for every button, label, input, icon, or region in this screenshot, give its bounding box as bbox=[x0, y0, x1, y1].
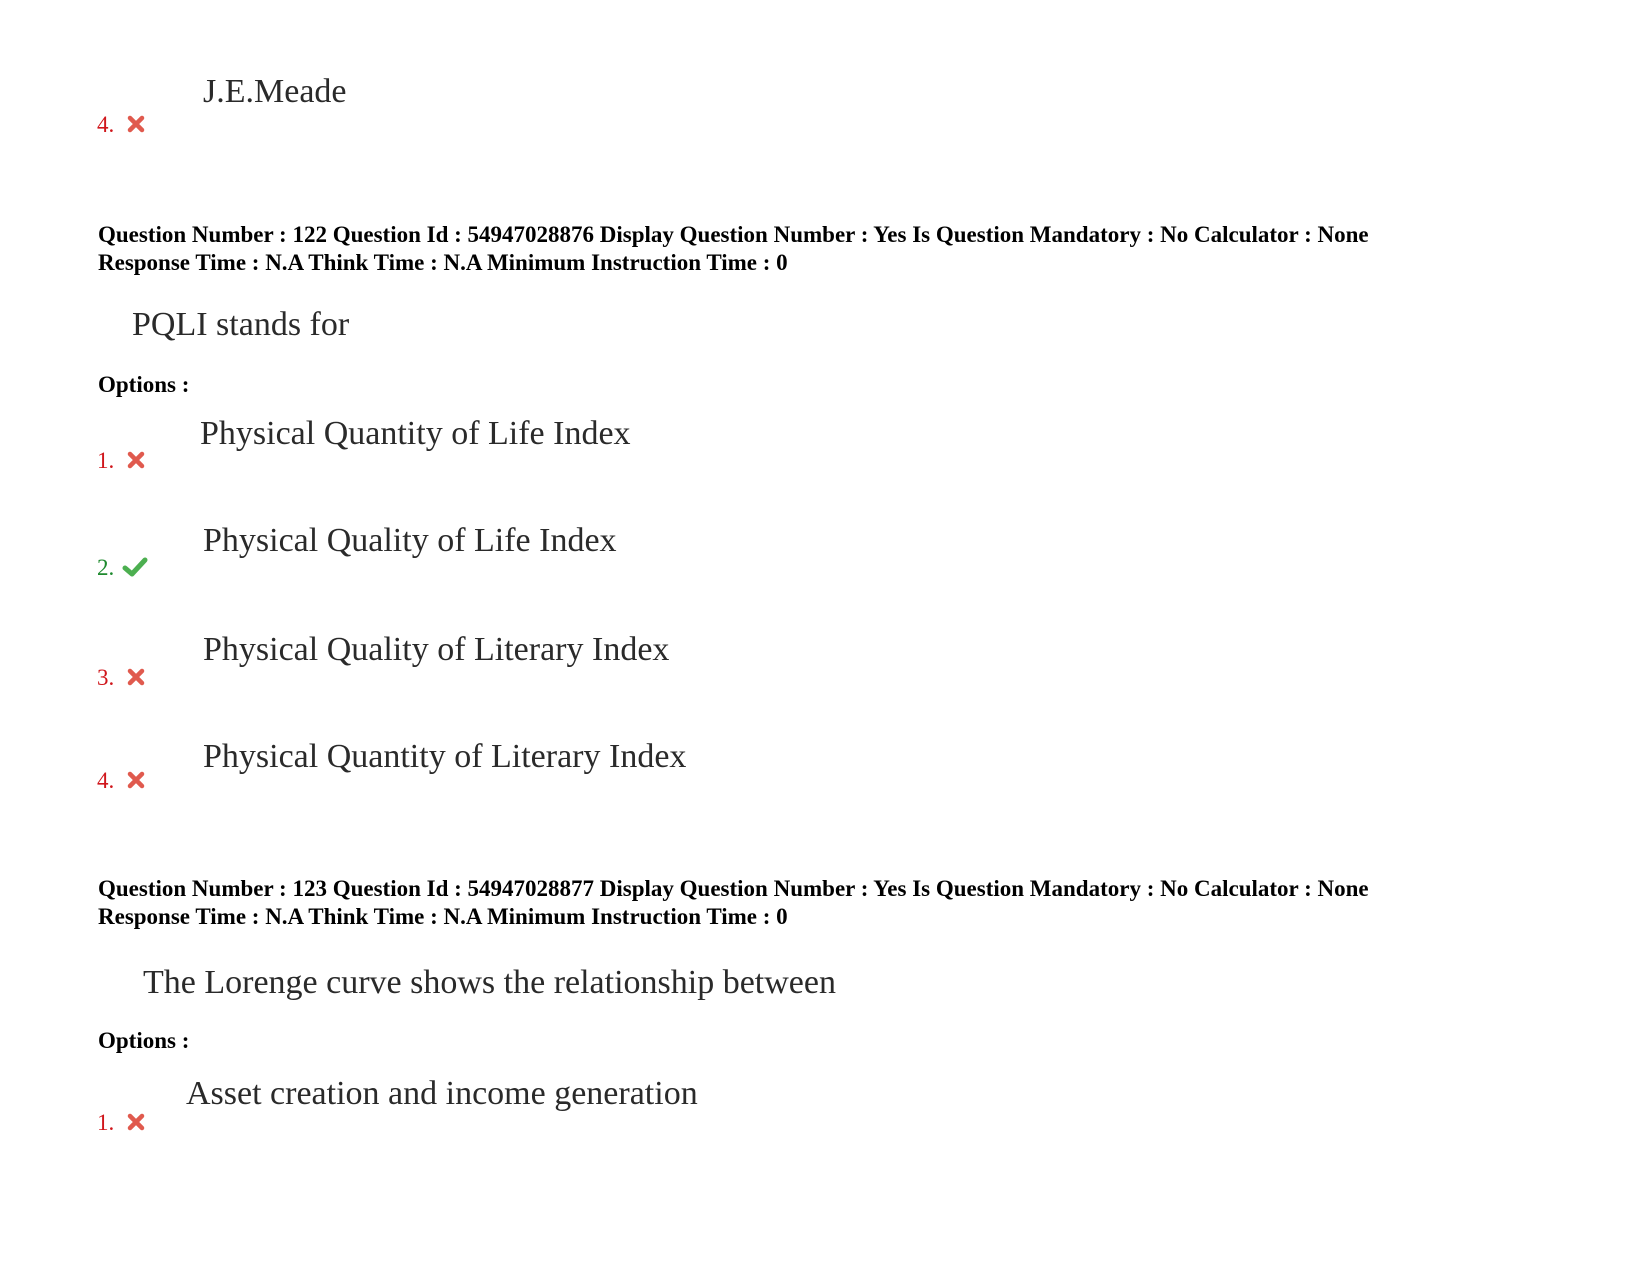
option-text: Physical Quality of Life Index bbox=[203, 522, 617, 559]
check-icon bbox=[122, 556, 148, 578]
cross-icon bbox=[126, 667, 146, 687]
question-meta-line2: Response Time : N.A Think Time : N.A Minimum Instruction Time : 0 bbox=[98, 904, 788, 929]
option-number: 1. bbox=[97, 1110, 115, 1135]
cross-icon bbox=[126, 1112, 146, 1132]
option-number: 1. bbox=[97, 448, 115, 473]
option-text: J.E.Meade bbox=[203, 73, 347, 110]
cross-icon bbox=[126, 770, 146, 790]
cross-icon bbox=[126, 450, 146, 470]
option-number: 2. bbox=[97, 555, 115, 580]
options-label: Options : bbox=[98, 1028, 190, 1053]
question-meta bbox=[98, 221, 1369, 277]
options-label: Options : bbox=[98, 372, 190, 397]
option-number: 4. bbox=[97, 768, 115, 793]
question-text: The Lorenge curve shows the relationship between bbox=[143, 964, 836, 1001]
question-meta-line1: Question Number : 123 Question Id : 54947028877 Display Question Number : Yes Is Question Mandatory : No Calculator : None bbox=[98, 876, 1369, 901]
question-meta bbox=[98, 875, 1369, 931]
option-text: Physical Quantity of Literary Index bbox=[203, 738, 687, 775]
question-text: PQLI stands for bbox=[132, 306, 350, 343]
option-number: 3. bbox=[97, 665, 115, 690]
option-number: 4. bbox=[97, 112, 115, 137]
cross-icon bbox=[126, 114, 146, 134]
option-text: Physical Quantity of Life Index bbox=[200, 415, 631, 452]
option-text: Physical Quality of Literary Index bbox=[203, 631, 670, 668]
option-text: Asset creation and income generation bbox=[186, 1075, 698, 1112]
question-meta-line1: Question Number : 122 Question Id : 54947028876 Display Question Number : Yes Is Question Mandatory : No Calculator : None bbox=[98, 222, 1369, 247]
question-meta-line2: Response Time : N.A Think Time : N.A Minimum Instruction Time : 0 bbox=[98, 250, 788, 275]
